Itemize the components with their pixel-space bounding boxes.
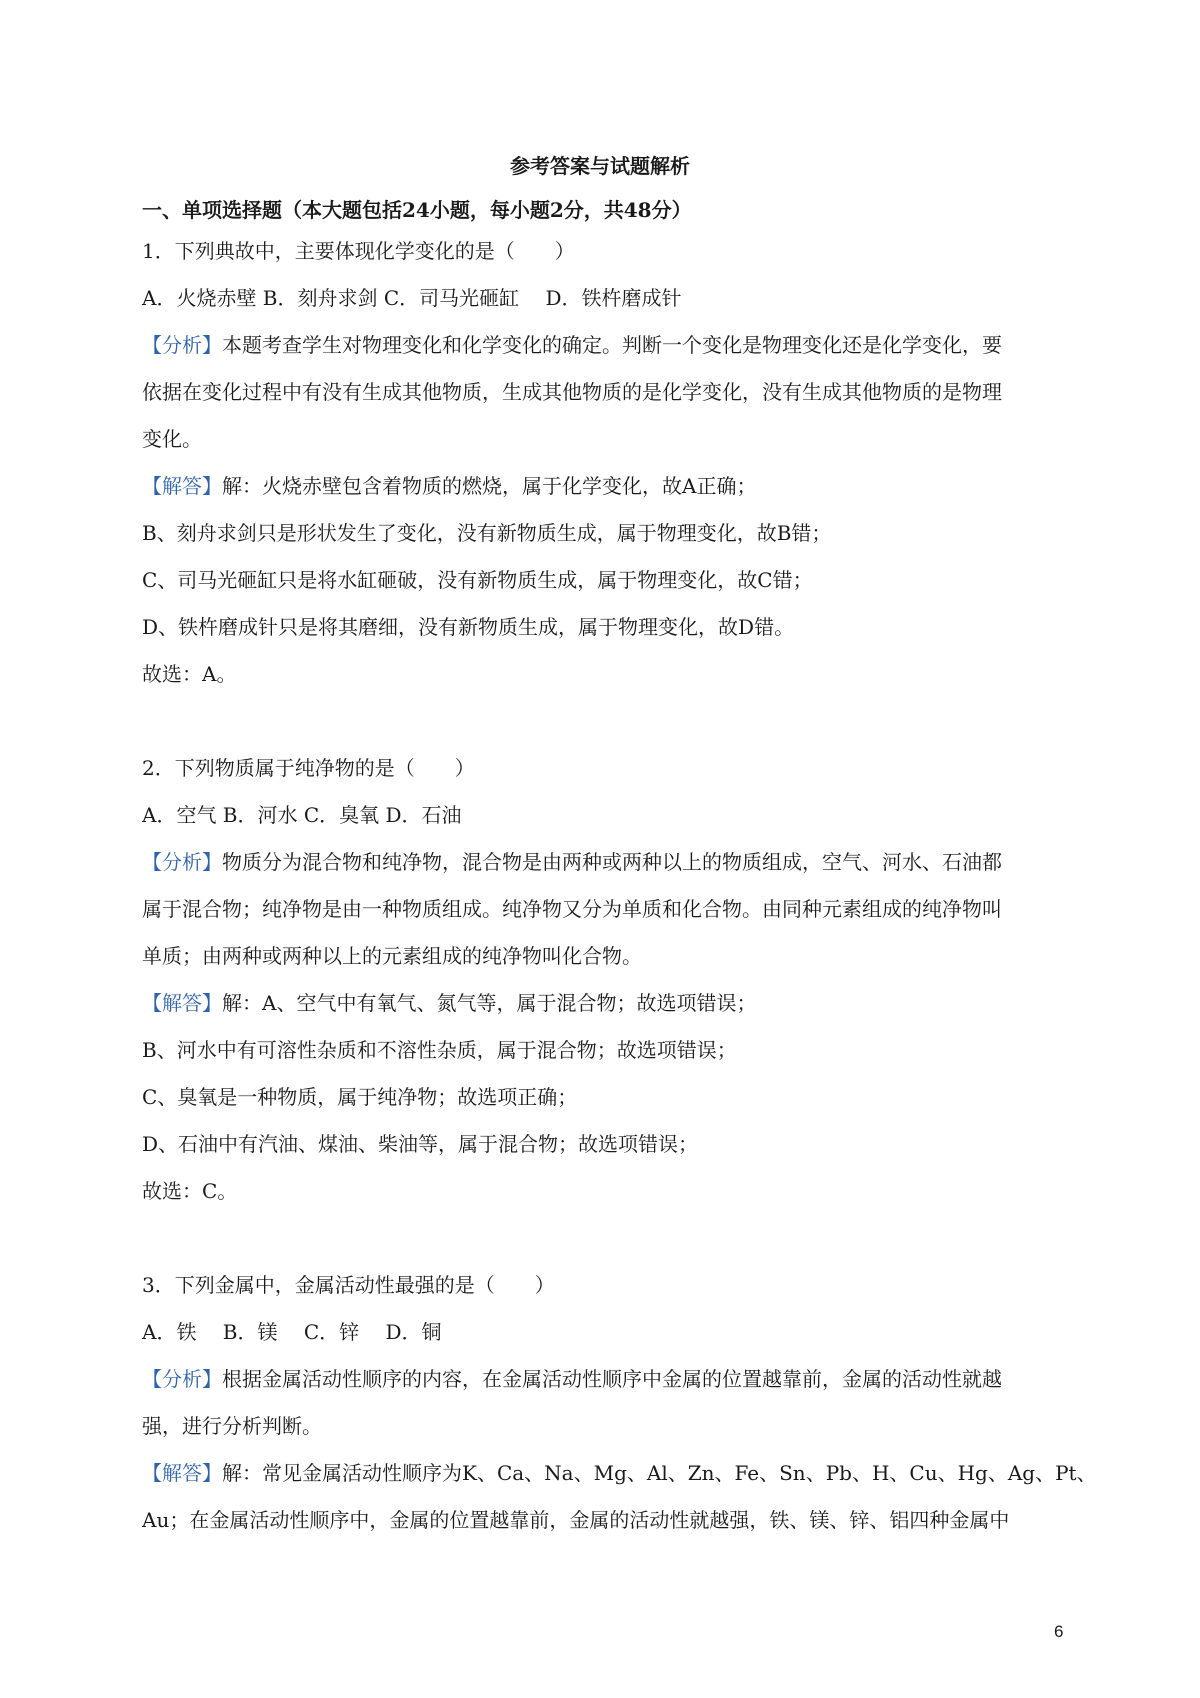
question-1-answer: 故选：A。 [142, 662, 237, 686]
spacer [142, 1215, 1062, 1262]
solution-text: 解：A、空气中有氧气、氮气等，属于混合物；故选项错误； [222, 991, 757, 1015]
question-2-solution-line: B、河水中有可溶性杂质和不溶性杂质，属于混合物；故选项错误； [142, 1038, 737, 1062]
question-2-solution-line: C、臭氧是一种物质，属于纯净物；故选项正确； [142, 1085, 578, 1109]
question-2-solution-line [142, 980, 1062, 1027]
solution-text: 解：火烧赤壁包含着物质的燃烧，属于化学变化，故A正确； [222, 474, 757, 498]
analysis-text: 物质分为混合物和纯净物，混合物是由两种或两种以上的物质组成，空气、河水、石油都 [222, 850, 1002, 874]
question-2-analysis-line: 单质；由两种或两种以上的元素组成的纯净物叫化合物。 [142, 944, 642, 968]
question-2-analysis-line: 属于混合物；纯净物是由一种物质组成。纯净物又分为单质和化合物。由同种元素组成的纯净物叫 [142, 897, 1002, 921]
question-1-solution-line: B、刻舟求剑只是形状发生了变化，没有新物质生成，属于物理变化，故B错； [142, 521, 832, 545]
question-2-stem: 2．下列物质属于纯净物的是（ ） [142, 756, 475, 780]
question-1-analysis-line [142, 322, 1062, 369]
page-number: 6 [1054, 1622, 1064, 1641]
analysis-text: 根据金属活动性顺序的内容，在金属活动性顺序中金属的位置越靠前，金属的活动性就越 [222, 1367, 1002, 1391]
solution-tag: 【解答】 [142, 474, 222, 498]
page-title: 参考答案与试题解析 [510, 154, 690, 178]
solution-text: 解：常见金属活动性顺序为K、Ca、Na、Mg、Al、Zn、Fe、Sn、Pb、H、Cu、Hg、Ag、Pt、 [222, 1461, 1097, 1485]
question-3-stem: 3．下列金属中，金属活动性最强的是（ ） [142, 1273, 555, 1297]
question-1-analysis-line: 变化。 [142, 427, 202, 451]
question-1-stem: 1．下列典故中，主要体现化学变化的是（ ） [142, 239, 575, 263]
question-1-analysis-line: 依据在变化过程中有没有生成其他物质，生成其他物质的是化学变化，没有生成其他物质的是物理 [142, 380, 1002, 404]
question-3-analysis-line [142, 1356, 1062, 1403]
question-1-solution-line [142, 463, 1062, 510]
question-2-analysis-line [142, 839, 1062, 886]
spacer [142, 698, 1062, 745]
document-body [142, 228, 1097, 1544]
section-heading: 一、单项选择题（本大题包括24小题，每小题2分，共48分） [142, 198, 692, 222]
question-3-solution-line [142, 1450, 1097, 1497]
analysis-tag: 【分析】 [142, 1367, 222, 1391]
question-3-solution-line: Au；在金属活动性顺序中，金属的位置越靠前，金属的活动性就越强，铁、镁、锌、铝四种金属中 [142, 1508, 1010, 1532]
question-3-options: A．铁 B．镁 C．锌 D．铜 [142, 1320, 442, 1344]
question-3-analysis-line: 强，进行分析判断。 [142, 1414, 322, 1438]
solution-tag: 【解答】 [142, 991, 222, 1015]
analysis-tag: 【分析】 [142, 333, 222, 357]
question-2-answer: 故选：C。 [142, 1179, 238, 1203]
question-1-solution-line: D、铁杵磨成针只是将其磨细，没有新物质生成，属于物理变化，故D错。 [142, 615, 795, 639]
question-2-options: A．空气 B．河水 C．臭氧 D．石油 [142, 803, 462, 827]
question-1-options: A．火烧赤壁 B．刻舟求剑 C．司马光砸缸 D．铁杵磨成针 [142, 286, 682, 310]
question-1-solution-line: C、司马光砸缸只是将水缸砸破，没有新物质生成，属于物理变化，故C错； [142, 568, 813, 592]
solution-tag: 【解答】 [142, 1461, 222, 1485]
question-2-solution-line: D、石油中有汽油、煤油、柴油等，属于混合物；故选项错误； [142, 1132, 699, 1156]
analysis-tag: 【分析】 [142, 850, 222, 874]
analysis-text: 本题考查学生对物理变化和化学变化的确定。判断一个变化是物理变化还是化学变化，要 [222, 333, 1002, 357]
